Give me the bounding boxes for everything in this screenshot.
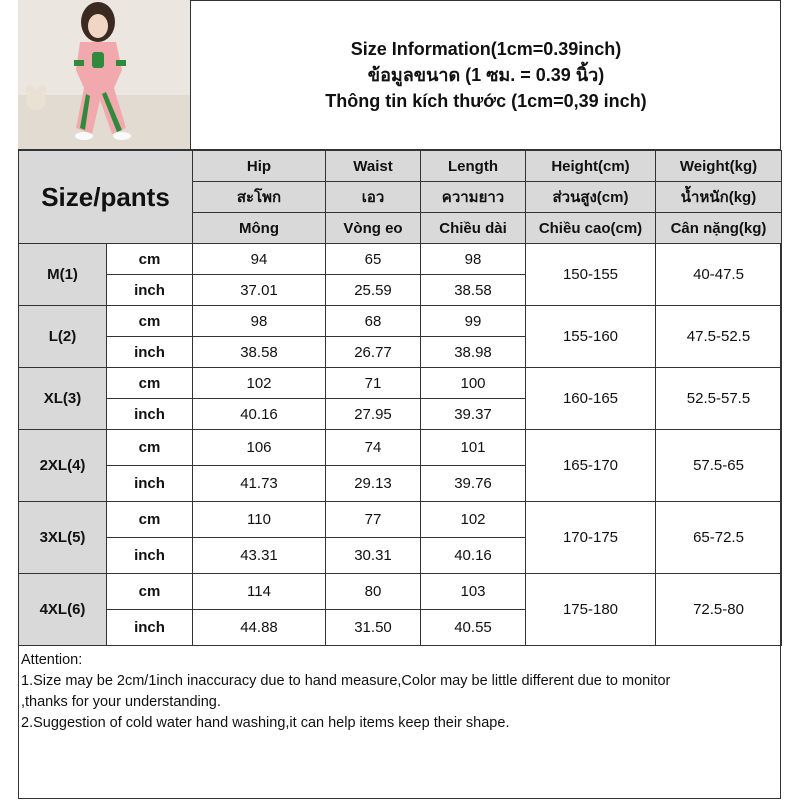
attention-line-2: 2.Suggestion of cold water hand washing,it can help items keep their shape. (21, 715, 510, 731)
height-range: 160-165 (526, 368, 656, 430)
length-cm: 103 (421, 574, 526, 610)
unit-inch: inch (107, 399, 193, 430)
title-vietnamese: Thông tin kích thước (1cm=0,39 inch) (325, 90, 647, 111)
waist-inch: 27.95 (326, 399, 421, 430)
col-header-hip: Hip (193, 151, 326, 182)
size-label: M(1) (19, 244, 107, 306)
height-range: 155-160 (526, 306, 656, 368)
col-header-weight: Weight(kg) (656, 151, 782, 182)
size-label: 3XL(5) (19, 502, 107, 574)
col-header-length-th: ความยาว (421, 182, 526, 213)
unit-inch: inch (107, 610, 193, 646)
size-label: 2XL(4) (19, 430, 107, 502)
length-cm: 101 (421, 430, 526, 466)
title-thai: ข้อมูลขนาด (1 ซม. = 0.39 นิ้ว) (367, 64, 605, 85)
corner-label: Size/pants (19, 151, 193, 244)
weight-range: 40-47.5 (656, 244, 782, 306)
unit-cm: cm (107, 502, 193, 538)
unit-cm: cm (107, 244, 193, 275)
length-cm: 98 (421, 244, 526, 275)
waist-cm: 65 (326, 244, 421, 275)
attention-notes (21, 650, 777, 734)
length-cm: 99 (421, 306, 526, 337)
hip-inch: 41.73 (193, 466, 326, 502)
col-header-weight-th: น้ำหนัก(kg) (656, 182, 782, 213)
waist-cm: 80 (326, 574, 421, 610)
attention-line-1: 1.Size may be 2cm/1inch inaccuracy due to hand measure,Color may be little different due to monitor (21, 673, 671, 689)
hip-inch: 37.01 (193, 275, 326, 306)
length-inch: 40.55 (421, 610, 526, 646)
col-header-weight-vi: Cân nặng(kg) (656, 213, 782, 244)
length-inch: 39.37 (421, 399, 526, 430)
weight-range: 57.5-65 (656, 430, 782, 502)
unit-inch: inch (107, 275, 193, 306)
unit-cm: cm (107, 368, 193, 399)
length-inch: 40.16 (421, 538, 526, 574)
hip-cm: 94 (193, 244, 326, 275)
col-header-waist: Waist (326, 151, 421, 182)
height-range: 175-180 (526, 574, 656, 646)
length-inch: 38.98 (421, 337, 526, 368)
col-header-waist-vi: Vòng eo (326, 213, 421, 244)
hip-cm: 102 (193, 368, 326, 399)
size-label: XL(3) (19, 368, 107, 430)
waist-cm: 74 (326, 430, 421, 466)
size-label: 4XL(6) (19, 574, 107, 646)
col-header-length-vi: Chiều dài (421, 213, 526, 244)
product-photo (18, 0, 191, 150)
hip-inch: 38.58 (193, 337, 326, 368)
height-range: 170-175 (526, 502, 656, 574)
col-header-hip-vi: Mông (193, 213, 326, 244)
size-information-header (191, 0, 781, 150)
hip-cm: 106 (193, 430, 326, 466)
length-cm: 100 (421, 368, 526, 399)
unit-inch: inch (107, 466, 193, 502)
waist-inch: 25.59 (326, 275, 421, 306)
model-illustration (18, 0, 190, 149)
attention-title: Attention: (21, 652, 83, 668)
hip-cm: 98 (193, 306, 326, 337)
hip-cm: 110 (193, 502, 326, 538)
waist-cm: 71 (326, 368, 421, 399)
unit-inch: inch (107, 538, 193, 574)
col-header-height-th: ส่วนสูง(cm) (526, 182, 656, 213)
col-header-height-vi: Chiều cao(cm) (526, 213, 656, 244)
waist-cm: 77 (326, 502, 421, 538)
length-inch: 38.58 (421, 275, 526, 306)
weight-range: 72.5-80 (656, 574, 782, 646)
unit-cm: cm (107, 430, 193, 466)
length-cm: 102 (421, 502, 526, 538)
col-header-hip-th: สะโพก (193, 182, 326, 213)
length-inch: 39.76 (421, 466, 526, 502)
size-table (18, 150, 782, 646)
waist-inch: 26.77 (326, 337, 421, 368)
hip-cm: 114 (193, 574, 326, 610)
unit-cm: cm (107, 306, 193, 337)
hip-inch: 40.16 (193, 399, 326, 430)
col-header-height: Height(cm) (526, 151, 656, 182)
waist-inch: 29.13 (326, 466, 421, 502)
unit-cm: cm (107, 574, 193, 610)
size-label: L(2) (19, 306, 107, 368)
height-range: 165-170 (526, 430, 656, 502)
waist-inch: 30.31 (326, 538, 421, 574)
height-range: 150-155 (526, 244, 656, 306)
col-header-length: Length (421, 151, 526, 182)
weight-range: 65-72.5 (656, 502, 782, 574)
unit-inch: inch (107, 337, 193, 368)
waist-cm: 68 (326, 306, 421, 337)
attention-line-1-continued: ,thanks for your understanding. (21, 694, 221, 710)
weight-range: 47.5-52.5 (656, 306, 782, 368)
hip-inch: 44.88 (193, 610, 326, 646)
title-english: Size Information(1cm=0.39inch) (350, 38, 622, 59)
col-header-waist-th: เอว (326, 182, 421, 213)
waist-inch: 31.50 (326, 610, 421, 646)
weight-range: 52.5-57.5 (656, 368, 782, 430)
hip-inch: 43.31 (193, 538, 326, 574)
